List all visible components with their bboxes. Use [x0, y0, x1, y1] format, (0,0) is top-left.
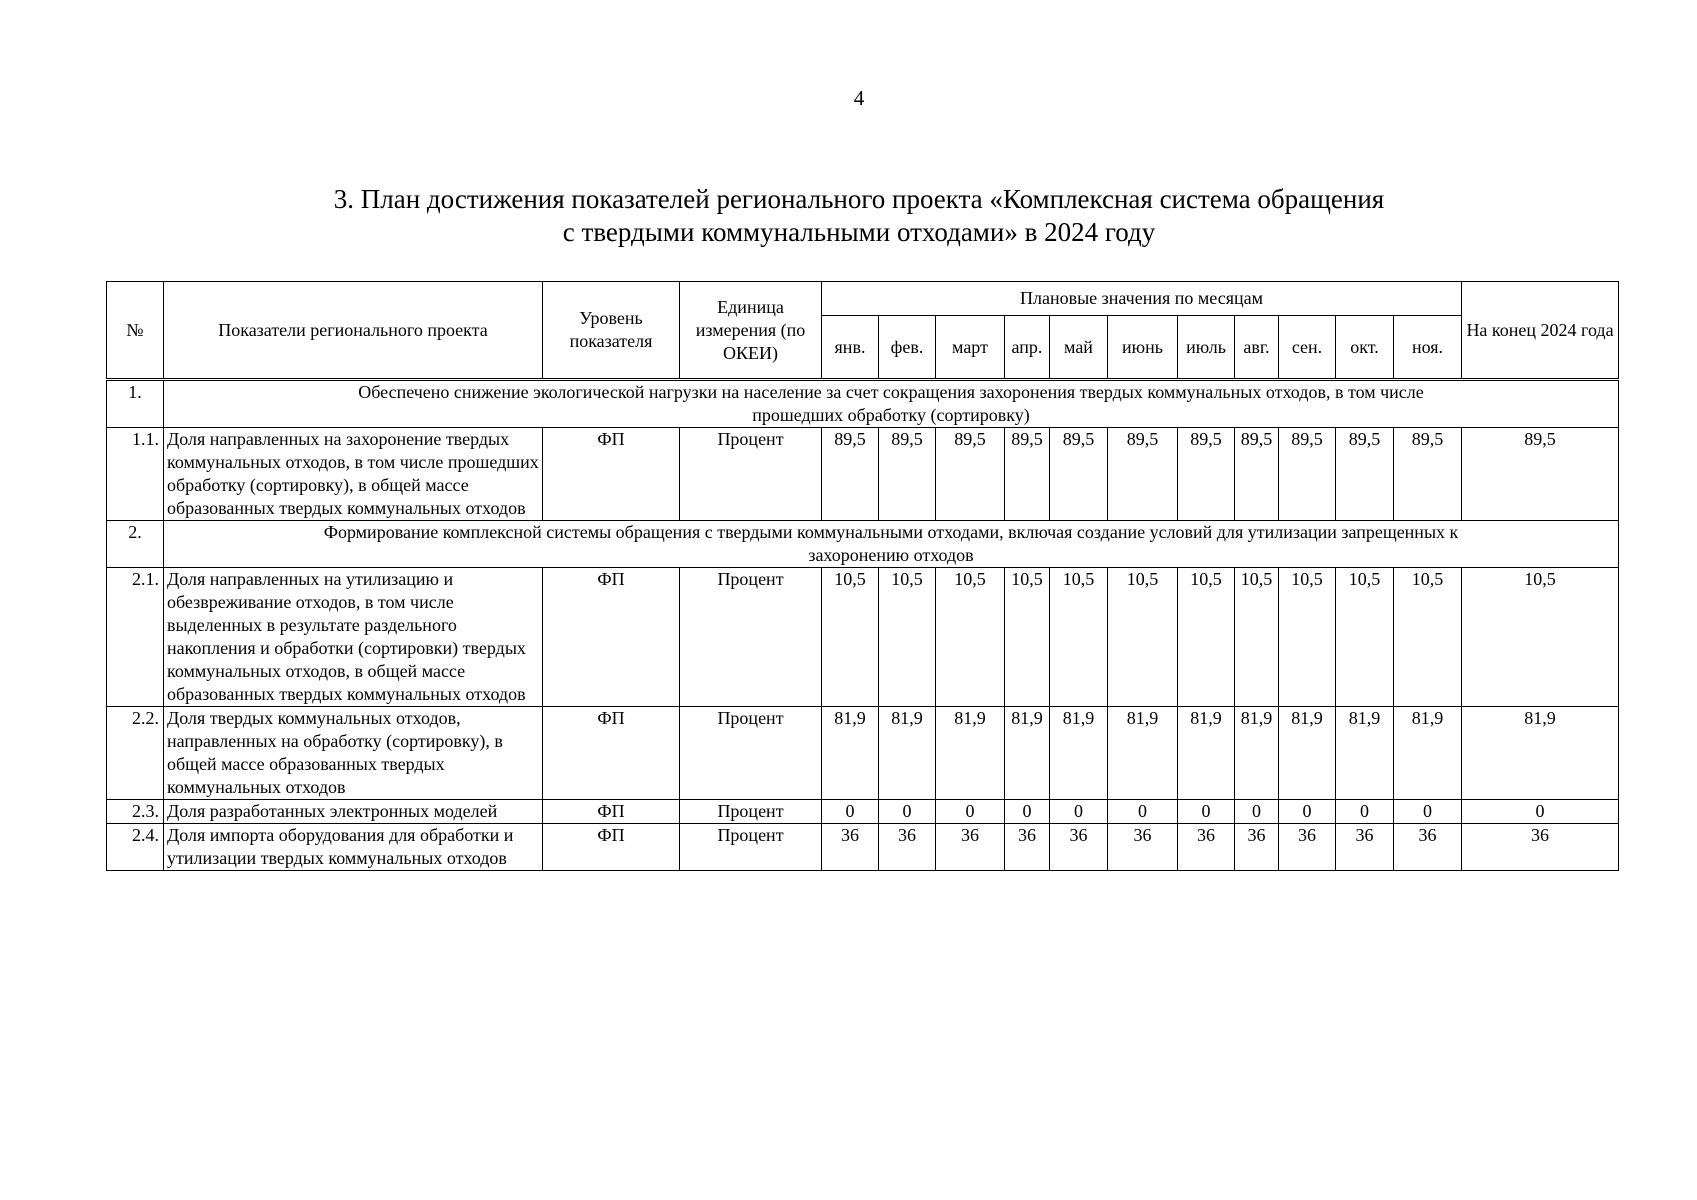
- title-line-1: 3. План достижения показателей регионального проекта «Комплексная система обращения: [333, 184, 1385, 214]
- row-month-value: 10,5: [1108, 568, 1178, 707]
- row-level: ФП: [543, 568, 680, 707]
- row-month-value: 36: [1336, 824, 1394, 871]
- row-year-end: 36: [1462, 824, 1619, 871]
- section-row: [107, 521, 1619, 568]
- title-line-2: с твердыми коммунальными отходами» в 2024 году: [562, 217, 1156, 247]
- header-month: июнь: [1108, 316, 1178, 380]
- header-month: янв.: [822, 316, 879, 380]
- row-month-value: 0: [936, 800, 1005, 824]
- header-year-end: На конец 2024 года: [1462, 282, 1619, 380]
- row-indicator: Доля направленных на захоронение твердых коммунальных отходов, в том числе прошедших обработку (сортировку), в общей массе образованных твердых коммунальных отходов: [164, 428, 543, 521]
- indicators-plan-table: [106, 281, 1619, 871]
- row-indicator: Доля разработанных электронных моделей: [164, 800, 543, 824]
- header-num: №: [107, 282, 164, 380]
- row-month-value: 0: [822, 800, 879, 824]
- row-month-value: 0: [1394, 800, 1462, 824]
- section-row: [107, 380, 1619, 428]
- table-header: [107, 282, 1619, 380]
- row-unit: Процент: [680, 428, 822, 521]
- row-year-end: 89,5: [1462, 428, 1619, 521]
- header-month: фев.: [879, 316, 936, 380]
- row-number: 2.4.: [107, 824, 164, 871]
- row-month-value: 10,5: [1336, 568, 1394, 707]
- row-level: ФП: [543, 824, 680, 871]
- row-month-value: 81,9: [1235, 707, 1279, 800]
- row-month-value: 0: [1108, 800, 1178, 824]
- row-number: 2.1.: [107, 568, 164, 707]
- row-indicator: Доля направленных на утилизацию и обезвреживание отходов, в том числе выделенных в результате раздельного накопления и обработки (сортировки) твердых коммунальных отходов, в общей массе образованных твердых коммунальных отходов: [164, 568, 543, 707]
- header-month: март: [936, 316, 1005, 380]
- row-month-value: 89,5: [1050, 428, 1108, 521]
- row-month-value: 10,5: [1050, 568, 1108, 707]
- header-month: ноя.: [1394, 316, 1462, 380]
- header-indicator: Показатели регионального проекта: [164, 282, 543, 380]
- row-year-end: 10,5: [1462, 568, 1619, 707]
- row-month-value: 10,5: [936, 568, 1005, 707]
- row-month-value: 89,5: [1336, 428, 1394, 521]
- row-month-value: 36: [822, 824, 879, 871]
- row-indicator: Доля твердых коммунальных отходов, направленных на обработку (сортировку), в общей массе образованных твердых коммунальных отходов: [164, 707, 543, 800]
- row-month-value: 0: [1005, 800, 1050, 824]
- table-row: [107, 707, 1619, 800]
- row-indicator: Доля импорта оборудования для обработки и утилизации твердых коммунальных отходов: [164, 824, 543, 871]
- header-month: апр.: [1005, 316, 1050, 380]
- row-month-value: 89,5: [1394, 428, 1462, 521]
- row-month-value: 81,9: [1336, 707, 1394, 800]
- table-body: [107, 380, 1619, 871]
- row-month-value: 89,5: [822, 428, 879, 521]
- row-month-value: 10,5: [879, 568, 936, 707]
- row-month-value: 81,9: [1005, 707, 1050, 800]
- row-month-value: 81,9: [879, 707, 936, 800]
- row-month-value: 81,9: [1108, 707, 1178, 800]
- section-title: Формирование комплексной системы обращения с твердыми коммунальными отходами, включая создание условий для утилизации запрещенных к захоронению отходов: [164, 521, 1619, 568]
- row-month-value: 81,9: [1050, 707, 1108, 800]
- row-month-value: 36: [879, 824, 936, 871]
- header-unit: Единица измерения (по ОКЕИ): [680, 282, 822, 380]
- row-month-value: 89,5: [1108, 428, 1178, 521]
- row-number: 2.3.: [107, 800, 164, 824]
- row-month-value: 89,5: [1005, 428, 1050, 521]
- row-month-value: 0: [1336, 800, 1394, 824]
- table-row: [107, 428, 1619, 521]
- row-month-value: 36: [1050, 824, 1108, 871]
- row-month-value: 81,9: [936, 707, 1005, 800]
- section-number: 1.: [107, 380, 164, 428]
- row-month-value: 0: [1178, 800, 1235, 824]
- document-title: [0, 183, 1697, 249]
- header-month: май: [1050, 316, 1108, 380]
- row-month-value: 10,5: [1005, 568, 1050, 707]
- section-title: Обеспечено снижение экологической нагрузки на население за счет сокращения захоронения твердых коммунальных отходов, в том числе прошедших обработку (сортировку): [164, 380, 1619, 428]
- row-month-value: 10,5: [1178, 568, 1235, 707]
- row-month-value: 10,5: [1394, 568, 1462, 707]
- row-month-value: 89,5: [879, 428, 936, 521]
- header-monthly-group: Плановые значения по месяцам: [822, 282, 1462, 316]
- row-month-value: 0: [1235, 800, 1279, 824]
- row-month-value: 36: [1394, 824, 1462, 871]
- row-month-value: 36: [1108, 824, 1178, 871]
- row-month-value: 81,9: [822, 707, 879, 800]
- table-row: [107, 568, 1619, 707]
- row-level: ФП: [543, 428, 680, 521]
- header-month: окт.: [1336, 316, 1394, 380]
- row-month-value: 10,5: [822, 568, 879, 707]
- header-month: июль: [1178, 316, 1235, 380]
- row-month-value: 0: [1279, 800, 1336, 824]
- row-number: 1.1.: [107, 428, 164, 521]
- row-month-value: 89,5: [936, 428, 1005, 521]
- row-month-value: 89,5: [1178, 428, 1235, 521]
- row-month-value: 10,5: [1279, 568, 1336, 707]
- section-number: 2.: [107, 521, 164, 568]
- header-month: авг.: [1235, 316, 1279, 380]
- row-number: 2.2.: [107, 707, 164, 800]
- row-year-end: 81,9: [1462, 707, 1619, 800]
- table-row: [107, 800, 1619, 824]
- row-month-value: 36: [1279, 824, 1336, 871]
- row-month-value: 0: [879, 800, 936, 824]
- row-month-value: 36: [1005, 824, 1050, 871]
- page-number: 4: [853, 86, 865, 110]
- row-month-value: 81,9: [1279, 707, 1336, 800]
- row-unit: Процент: [680, 568, 822, 707]
- row-year-end: 0: [1462, 800, 1619, 824]
- header-month: сен.: [1279, 316, 1336, 380]
- row-level: ФП: [543, 800, 680, 824]
- row-month-value: 89,5: [1279, 428, 1336, 521]
- row-unit: Процент: [680, 824, 822, 871]
- row-month-value: 81,9: [1394, 707, 1462, 800]
- row-unit: Процент: [680, 800, 822, 824]
- row-month-value: 0: [1050, 800, 1108, 824]
- row-month-value: 10,5: [1235, 568, 1279, 707]
- header-level: Уровень показателя: [543, 282, 680, 380]
- row-month-value: 36: [1178, 824, 1235, 871]
- table-row: [107, 824, 1619, 871]
- row-month-value: 36: [1235, 824, 1279, 871]
- row-level: ФП: [543, 707, 680, 800]
- row-month-value: 81,9: [1178, 707, 1235, 800]
- row-month-value: 36: [936, 824, 1005, 871]
- row-month-value: 89,5: [1235, 428, 1279, 521]
- row-unit: Процент: [680, 707, 822, 800]
